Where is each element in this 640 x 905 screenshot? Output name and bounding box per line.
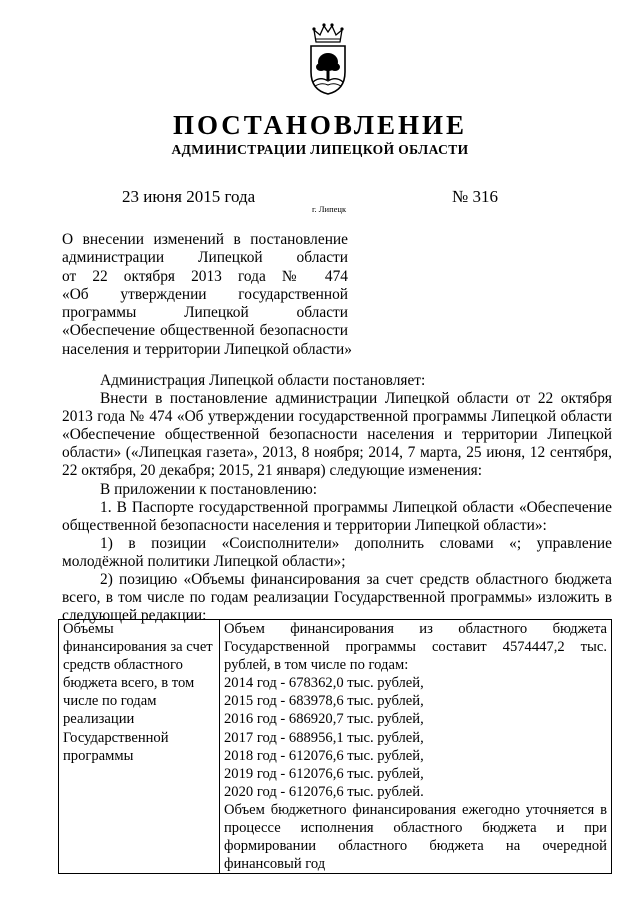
table-cell-value [220,620,612,874]
subject-line: администрации Липецкой области [62,249,348,267]
table-cell-label: Объемы финансирования за счет средств областного бюджета всего, в том числе по годам реализации Государственной программы [59,620,220,874]
financing-year: 2017 год - 688956,1 тыс. рублей, [224,729,424,746]
financing-year: 2018 год - 612076,6 тыс. рублей, [224,747,424,764]
subject-line: «Обеспечение общественной безопасности [62,322,348,340]
subject-line: «Об утверждении государственной [62,285,348,303]
financing-year: 2016 год - 686920,7 тыс. рублей, [224,711,424,728]
subject-line: программы Липецкой области [62,304,348,322]
coat-of-arms-icon [304,20,352,96]
financing-outro: Объем бюджетного финансирования ежегодно уточняется в процессе исполнения областного бюджета и при формировании областного бюджета на очередной финансовый год [224,801,607,873]
table-row [59,620,612,874]
financing-intro: Объем финансирования из областного бюджета Государственной программы составит 4574447,2 тыс. рублей, в том числе по годам: [224,621,607,674]
document-date: 23 июня 2015 года [122,187,256,206]
body-paragraph: Администрация Липецкой области постановляет: [100,372,426,389]
body-paragraph: 2) позицию «Объемы финансирования за счет средств областного бюджета всего, в том числе по годам реализации Государственной программы» изложить в следующей редакции: [62,571,612,625]
document-body [62,372,612,625]
body-paragraph: В приложении к постановлению: [100,480,318,498]
document-subject [62,231,352,359]
subject-line: от 22 октября 2013 года № 474 [62,267,348,285]
subject-line: О внесении изменений в постановление [62,231,348,248]
body-paragraph: Внести в постановление администрации Липецкой области от 22 октября 2013 года № 474 «Об утверждении государственной программы Липецкой области «Обеспечение общественной безопасности населения и территории Липецкой области» («Липецкая газета», 2013, 8 ноября; 2014, 7 марта, 25 июня, 12 сентября, 22 октября, 20 декабря; 2015, 21 января) следующие изменения: [62,390,612,480]
body-paragraph: 1. В Паспорте государственной программы Липецкой области «Обеспечение общественной безопасности населения и территории Липецкой области»: [62,498,612,534]
document-city: г. Липецк [312,204,347,214]
financing-year: 2019 год - 612076,6 тыс. рублей, [224,765,424,782]
document-subtitle: АДМИНИСТРАЦИИ ЛИПЕЦКОЙ ОБЛАСТИ [171,142,469,157]
body-paragraph: 1) в позиции «Соисполнители» дополнить словами «; управление молодёжной политики Липецкой области»; [62,534,612,570]
financing-year: 2014 год - 678362,0 тыс. рублей, [224,675,424,692]
financing-year: 2015 год - 683978,6 тыс. рублей, [224,693,424,710]
document-title: ПОСТАНОВЛЕНИЕ [172,110,468,140]
subject-line: населения и территории Липецкой области» [62,340,352,358]
document-number: № 316 [452,187,498,206]
financing-year: 2020 год - 612076,6 тыс. рублей. [224,783,424,800]
financing-table [58,619,612,874]
